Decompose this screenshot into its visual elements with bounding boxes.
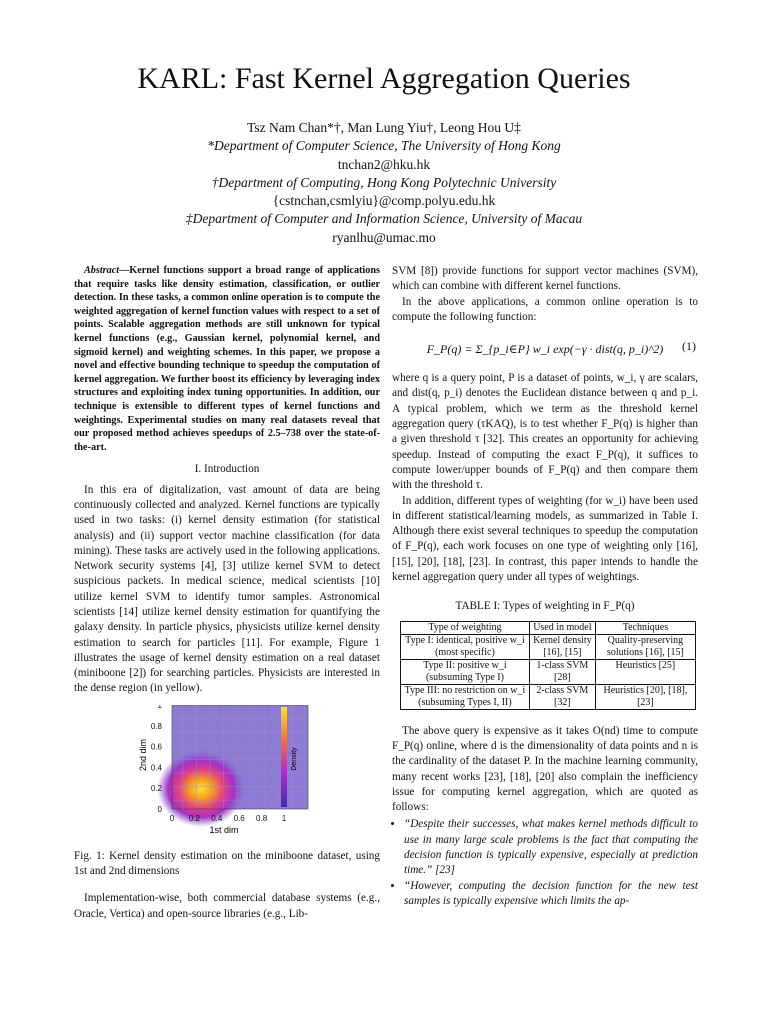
y-tick-label: 0.6 <box>150 742 162 752</box>
intro-paragraph-1: In this era of digitalization, vast amount of data are being continuously collected and analyzed. Kernel functions are typically used in two tasks: (i) kernel density estimation (for statistical analysis) and (ii) support vector machine classification (for data mining). These tasks are actively used in the following applications. Network security systems [4], [3] utilize kernel SVM to detect suspicious packets. In medical science, medical scientists [10] utilize kernel SVM to identify tumor samples. Astronomical scientists [14] utilize kernel density estimation for quantifying the galaxy density. In particle physics, physicists utilize kernel density estimation to search for particles [11]. For example, Figure 1 illustrates the usage of kernel density estimation on a real dataset (miniboone [2]) for searching particles. Physicists are interested in the dense region (in yellow). <box>74 483 380 695</box>
table-1-caption: TABLE I: Types of weighting in F_P(q) <box>455 600 635 613</box>
figure-1-caption: Fig. 1: Kernel density estimation on the miniboone dataset, using 1st and 2nd dimensions <box>74 849 380 878</box>
email-1: tnchan2@hku.hk <box>337 156 431 172</box>
x-tick-label: 0.6 <box>233 813 245 823</box>
abstract-label: Abstract <box>84 265 120 276</box>
table-header: Used in model <box>529 621 595 634</box>
quote-item: • “However, computing the decision function for the new test samples is typically expensive which limits the ap- <box>404 879 698 910</box>
paper-title: KARL: Fast Kernel Aggregation Queries <box>137 62 631 95</box>
weighting-table <box>400 621 696 710</box>
table-cell: Kernel density [16], [15] <box>529 634 595 659</box>
table-row <box>401 634 696 659</box>
quote-list <box>392 817 698 909</box>
quote-item: • “Despite their successes, what makes kernel methods difficult to use in many large scale problems is the fact that computing the decision function is typically expensive, especially at prediction time.” [23] <box>404 817 698 878</box>
table-row <box>401 684 696 709</box>
table-cell: 2-class SVM [32] <box>529 684 595 709</box>
table-cell: Type I: identical, positive w_i (most specific) <box>401 634 530 659</box>
affiliation-2: †Department of Computing, Hong Kong Polytechnic University <box>211 174 557 190</box>
right-column <box>392 264 698 909</box>
table-cell: Heuristics [20], [18], [23] <box>595 684 695 709</box>
x-tick-label: 0.2 <box>188 813 200 823</box>
equation-1 <box>392 329 698 369</box>
y-tick-label: 0 <box>157 804 162 814</box>
right-paragraph-1: SVM [8]) provide functions for support vector machines (SVM), which can combine with different kernel functions. <box>392 265 698 293</box>
email-3: ryanlhu@umac.mo <box>332 229 436 245</box>
left-column <box>74 264 380 922</box>
y-tick-label: 0.8 <box>150 721 162 731</box>
y-tick-label: 0.2 <box>150 783 162 793</box>
email-2: {cstnchan,csmlyiu}@comp.polyu.edu.hk <box>272 193 496 209</box>
author-names: Tsz Nam Chan*†, Man Lung Yiu†, Leong Hou U‡ <box>247 120 521 135</box>
author-block <box>0 119 768 247</box>
table-header-row <box>401 621 696 634</box>
right-paragraph-3: where q is a query point, P is a dataset of points, w_i, γ are scalars, and dist(q, p_i) denotes the Euclidean distance between q and p_i. A typical problem, which we term as the threshold kernel aggregation query (τKAQ), is to test whether F_P(q) is higher than a given threshold τ [32]. This creates an opportunity for achieving speedup. Instead of computing the exact F_P(q), it suffices to compute lower/upper bounds of F_P(q) and then compare them with the threshold τ. <box>392 372 698 492</box>
table-cell: 1-class SVM [28] <box>529 659 595 684</box>
right-paragraph-4: In addition, different types of weighting (for w_i) have been used in different statistical/learning models, as summarized in Table I. Although there exist several techniques to speedup the computation of F_P(q), each work focuses on one type of weighting only [16], [15], [20], [18], [23]. In contrast, this paper intends to handle the kernel aggregation query under all types of weightings. <box>392 494 698 584</box>
equation-body: F_P(q) = Σ_{p_i∈P} w_i exp(−γ · dist(q, p_i)^2) <box>426 341 664 356</box>
x-tick-label: 0 <box>169 813 175 823</box>
figure-1-heatmap <box>74 705 380 833</box>
equation-number: (1) <box>682 339 696 354</box>
heatmap-svg <box>74 705 380 833</box>
y-axis-label: 2nd dim <box>138 738 148 771</box>
intro-paragraph-2: Implementation-wise, both commercial database systems (e.g., Oracle, Vertica) and open-source libraries (e.g., Lib- <box>74 892 380 920</box>
x-tick-label: 0.4 <box>211 813 223 823</box>
y-tick-label: 1 <box>157 704 162 710</box>
table-cell: Type II: positive w_i (subsuming Type I) <box>401 659 530 684</box>
x-axis-label: 1st dim <box>209 824 239 833</box>
affiliation-1: *Department of Computer Science, The University of Hong Kong <box>207 138 561 154</box>
colorbar <box>281 707 287 807</box>
right-paragraph-5: The above query is expensive as it takes O(nd) time to compute F_P(q) online, where d is the dimensionality of data points and n is the cardinality of the dataset P. In the machine learning community, many recent works [23], [18], [20] also complain the inefficiency issue for computing kernel aggregation, which are quoted as follows: <box>392 724 698 814</box>
table-cell: Heuristics [25] <box>595 659 695 684</box>
table-cell: Type III: no restriction on w_i (subsuming Types I, II) <box>401 684 530 709</box>
y-tick-label: 0.4 <box>150 763 162 773</box>
heatmap-grid <box>172 705 308 809</box>
table-row <box>401 659 696 684</box>
x-tick-label: 1 <box>281 813 287 823</box>
abstract <box>74 264 380 454</box>
colorbar-label: Density <box>291 747 298 771</box>
table-cell: Quality-preserving solutions [16], [15] <box>595 634 695 659</box>
abstract-text: —Kernel functions support a broad range of applications that require tasks like density estimation, classification, or outlier detection. In these tasks, a common online operation is to compute the weighted aggregation of kernel function values with respect to a set of points. Scalable aggregation methods are still unknown for typical kernel functions (e.g., Gaussian kernel, polynomial kernel, and sigmoid kernel) and weighting schemes. In this paper, we propose a novel and effective bounding technique to speedup the computation of kernel aggregation. We further boost its efficiency by leveraging index structures and exploiting index tuning opportunities. In addition, our technique is extensible to different types of kernel functions and weightings. Experimental studies on many real datasets reveal that our proposed method achieves speedups of 2.5–738 over the state-of-the-art. <box>74 265 380 453</box>
x-tick-label: 0.8 <box>256 813 268 823</box>
section-heading-intro: I. Introduction <box>194 463 260 476</box>
right-paragraph-2: In the above applications, a common online operation is to compute the following function: <box>392 295 698 323</box>
table-header: Type of weighting <box>401 621 530 634</box>
affiliation-3: ‡Department of Computer and Information Science, University of Macau <box>185 211 583 227</box>
table-header: Techniques <box>595 621 695 634</box>
